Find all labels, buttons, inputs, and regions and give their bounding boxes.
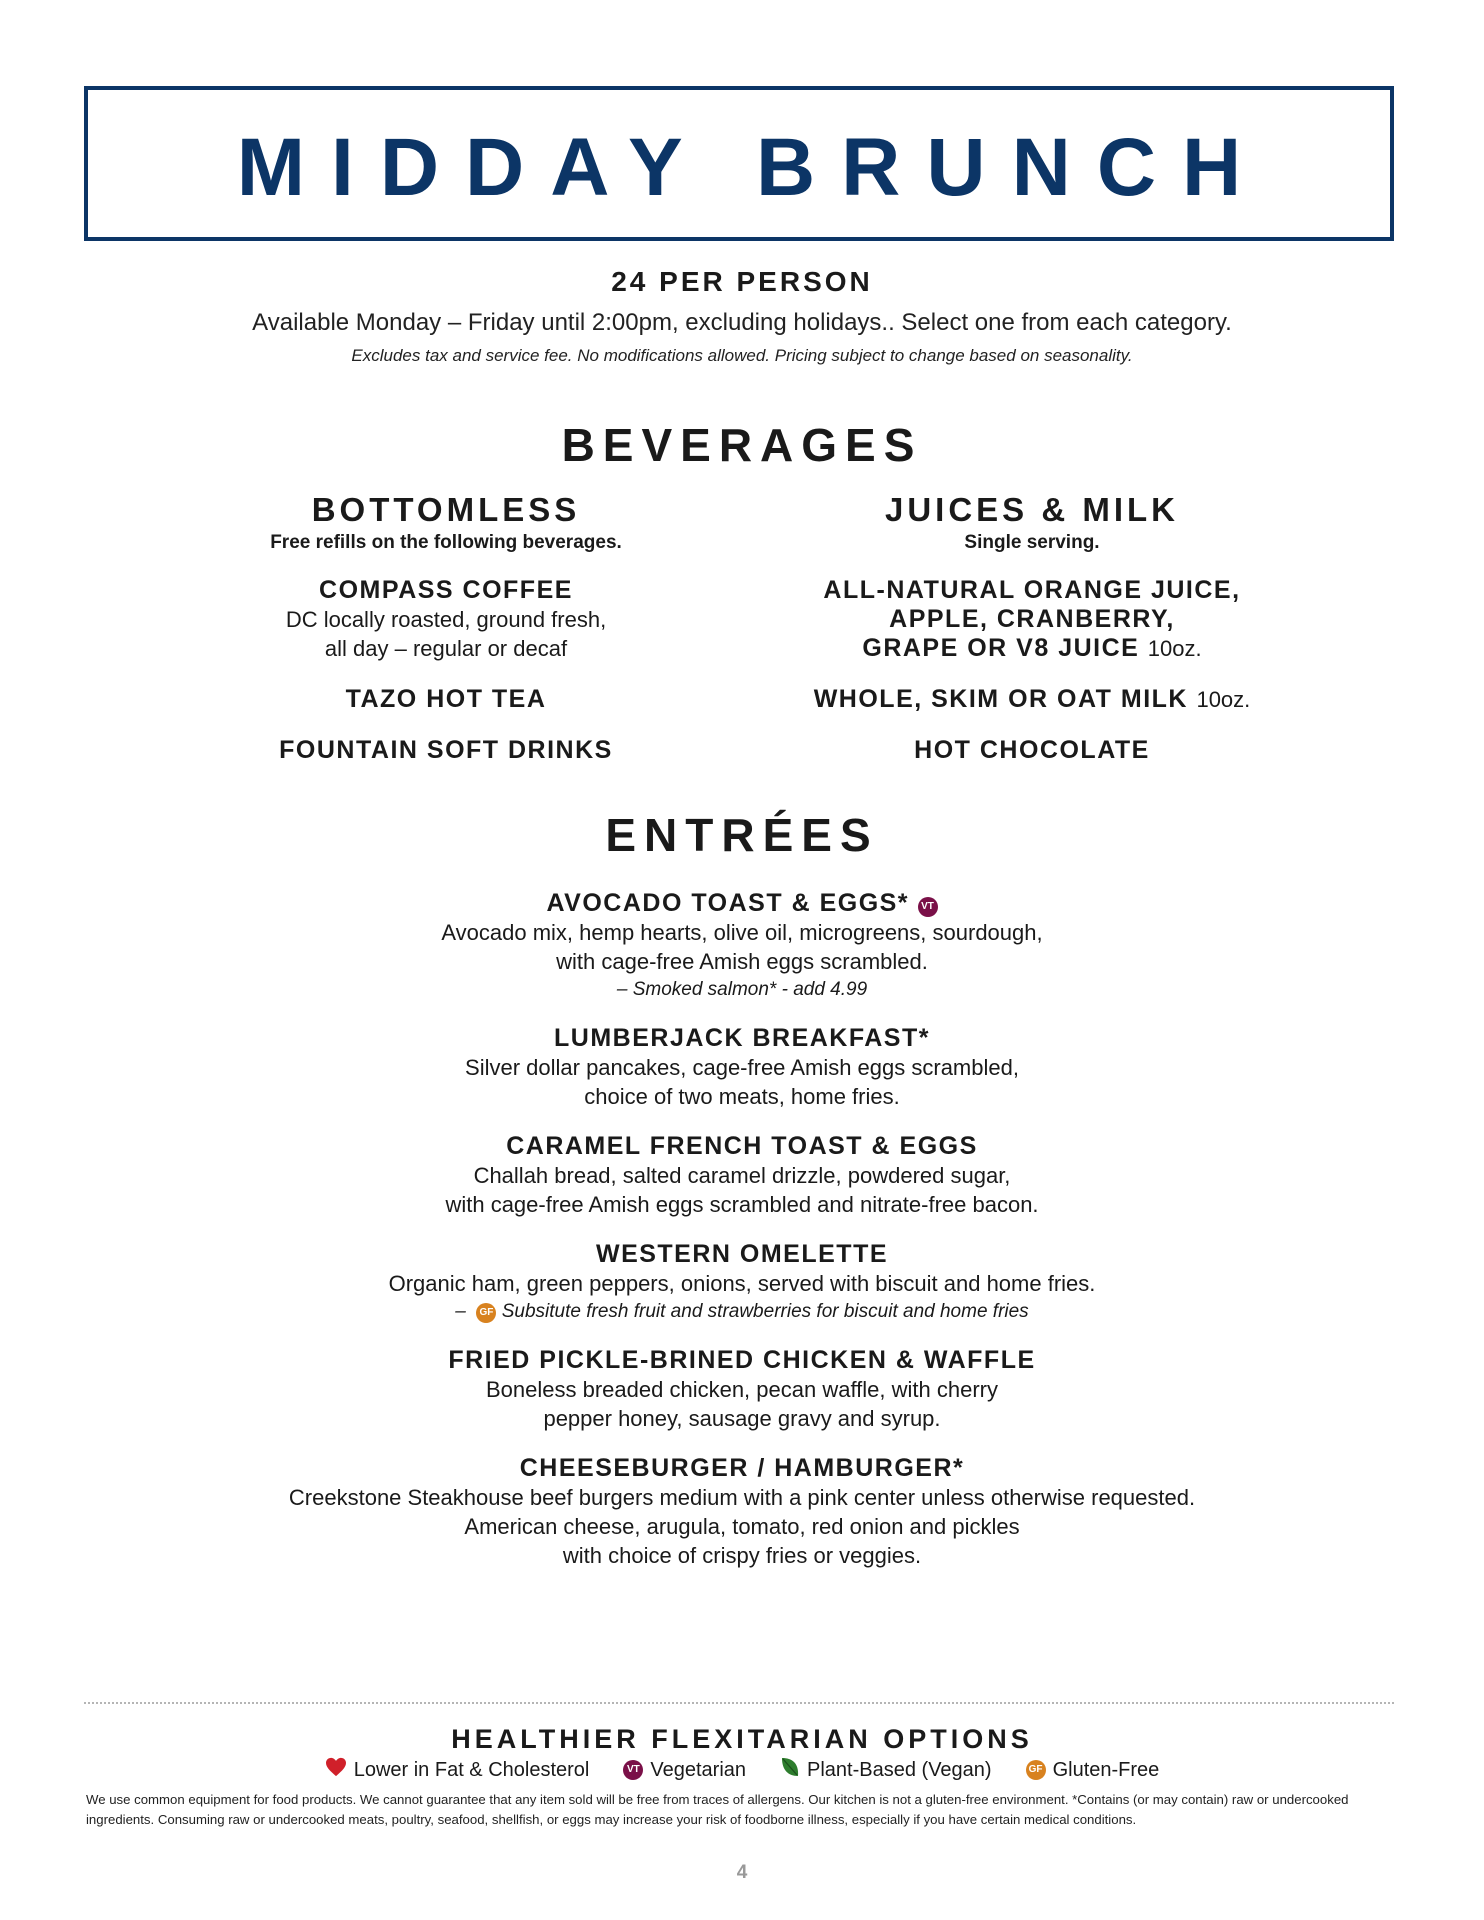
dietary-legend bbox=[0, 1756, 1484, 1784]
entree-desc: Challah bread, salted caramel drizzle, powdered sugar, bbox=[473, 1163, 1011, 1188]
beverage-item bbox=[752, 736, 1312, 765]
entree-desc: Creekstone Steakhouse beef burgers medium with a pink center unless otherwise requested. bbox=[288, 1485, 1196, 1510]
entrees-list bbox=[0, 888, 1484, 1590]
beverage-name-with-size bbox=[752, 634, 1312, 663]
entree-name: WESTERN OMELETTE bbox=[595, 1240, 889, 1268]
fine-print: Excludes tax and service fee. No modifications allowed. Pricing subject to change based on seasonality. bbox=[351, 346, 1133, 365]
entree-substitution-note bbox=[0, 1298, 1484, 1325]
beverage-name: WHOLE, SKIM OR OAT MILK bbox=[813, 685, 1188, 713]
entree-title: AVOCADO TOAST & EGGS* bbox=[546, 889, 910, 917]
entree-name: FRIED PICKLE-BRINED CHICKEN & WAFFLE bbox=[448, 1346, 1036, 1374]
entree-item bbox=[0, 1345, 1484, 1433]
entree-name: CHEESEBURGER / HAMBURGER* bbox=[519, 1454, 965, 1482]
entree-desc: Silver dollar pancakes, cage-free Amish eggs scrambled, bbox=[465, 1055, 1019, 1080]
beverage-name: HOT CHOCOLATE bbox=[914, 736, 1150, 764]
entree-desc: choice of two meats, home fries. bbox=[584, 1084, 900, 1109]
entree-item bbox=[0, 1023, 1484, 1111]
legend-label: Vegetarian bbox=[650, 1758, 747, 1781]
legend-label: Lower in Fat & Cholesterol bbox=[353, 1758, 590, 1781]
title-banner bbox=[84, 86, 1394, 241]
beverage-item bbox=[752, 576, 1312, 663]
vegetarian-icon: VT bbox=[623, 1760, 643, 1780]
serving-size: 10oz. bbox=[1147, 636, 1202, 661]
entree-desc: Boneless breaded chicken, pecan waffle, with cherry bbox=[486, 1377, 998, 1402]
beverage-name: APPLE, CRANBERRY, bbox=[889, 605, 1175, 633]
entree-item bbox=[0, 1453, 1484, 1570]
juices-heading: JUICES & MILK bbox=[884, 491, 1180, 528]
legend-label: Plant-Based (Vegan) bbox=[807, 1758, 992, 1781]
entree-name: CARAMEL FRENCH TOAST & EGGS bbox=[506, 1132, 978, 1160]
beverage-name: GRAPE OR V8 JUICE bbox=[862, 634, 1140, 662]
bottomless-subheading: Free refills on the following beverages. bbox=[270, 532, 622, 553]
beverage-name: TAZO HOT TEA bbox=[345, 685, 547, 713]
beverage-desc: DC locally roasted, ground fresh, bbox=[285, 607, 607, 632]
beverage-item bbox=[166, 736, 726, 765]
entree-addon-note: – Smoked salmon* - add 4.99 bbox=[616, 979, 868, 1000]
beverage-name: ALL-NATURAL ORANGE JUICE, bbox=[823, 576, 1241, 604]
entree-name: LUMBERJACK BREAKFAST* bbox=[554, 1024, 930, 1052]
beverage-desc: all day – regular or decaf bbox=[324, 636, 568, 661]
bottomless-heading: BOTTOMLESS bbox=[311, 491, 581, 528]
price-per-person: 24 PER PERSON bbox=[611, 266, 873, 297]
entree-desc: pepper honey, sausage gravy and syrup. bbox=[543, 1406, 941, 1431]
entree-desc: Avocado mix, hemp hearts, olive oil, microgreens, sourdough, bbox=[441, 920, 1043, 945]
beverage-item bbox=[166, 685, 726, 714]
allergen-disclaimer: We use common equipment for food products. We cannot guarantee that any item sold will be free from traces of allergens. Our kitchen is not a gluten-free environment. *Contains (or may contain) raw or undercooked ingredients. Consuming raw or undercooked meats, poultry, seafood, shellfish, or eggs may increase your risk of foodborne illness, especially if you have certain medical conditions. bbox=[86, 1792, 1349, 1827]
beverage-item bbox=[752, 685, 1312, 714]
entree-desc: with cage-free Amish eggs scrambled. bbox=[556, 949, 928, 974]
entrees-heading: ENTRÉES bbox=[605, 809, 879, 861]
beverage-name: COMPASS COFFEE bbox=[319, 576, 573, 604]
vegetarian-icon: VT bbox=[918, 897, 938, 917]
gluten-free-icon: GF bbox=[476, 1303, 496, 1323]
entree-desc: American cheese, arugula, tomato, red onion and pickles bbox=[464, 1514, 1020, 1539]
bottomless-column bbox=[166, 490, 726, 765]
entree-name bbox=[0, 888, 1484, 918]
juices-column bbox=[752, 490, 1312, 765]
legend-label: Gluten-Free bbox=[1052, 1758, 1160, 1781]
entree-desc: with cage-free Amish eggs scrambled and nitrate-free bacon. bbox=[445, 1192, 1039, 1217]
legend-item-gluten-free bbox=[1026, 1759, 1160, 1782]
serving-size: 10oz. bbox=[1196, 687, 1251, 712]
entree-desc: with choice of crispy fries or veggies. bbox=[562, 1543, 922, 1568]
page-title: MIDDAY BRUNCH bbox=[236, 121, 1268, 213]
legend-title: HEALTHIER FLEXITARIAN OPTIONS bbox=[451, 1724, 1033, 1754]
page-number: 4 bbox=[736, 1862, 748, 1883]
beverage-name-with-size bbox=[752, 685, 1312, 714]
entree-item bbox=[0, 888, 1484, 1003]
juices-subheading: Single serving. bbox=[964, 532, 1100, 553]
note-dash: – bbox=[455, 1301, 466, 1322]
entree-item bbox=[0, 1131, 1484, 1219]
beverage-item bbox=[166, 576, 726, 663]
entree-item bbox=[0, 1239, 1484, 1325]
beverage-name: FOUNTAIN SOFT DRINKS bbox=[279, 736, 613, 764]
leaf-icon bbox=[780, 1756, 800, 1784]
note-text: Subsitute fresh fruit and strawberries for biscuit and home fries bbox=[501, 1301, 1029, 1322]
legend-item-vegan bbox=[780, 1756, 992, 1784]
gluten-free-icon: GF bbox=[1026, 1760, 1046, 1780]
heart-icon bbox=[325, 1757, 347, 1783]
entree-desc: Organic ham, green peppers, onions, served with biscuit and home fries. bbox=[388, 1271, 1096, 1296]
legend-item-vegetarian bbox=[623, 1759, 746, 1782]
availability-text: Available Monday – Friday until 2:00pm, excluding holidays.. Select one from each category. bbox=[252, 309, 1232, 336]
dotted-divider bbox=[84, 1702, 1394, 1704]
beverages-heading: BEVERAGES bbox=[561, 419, 923, 471]
legend-item-low-fat bbox=[325, 1757, 590, 1783]
